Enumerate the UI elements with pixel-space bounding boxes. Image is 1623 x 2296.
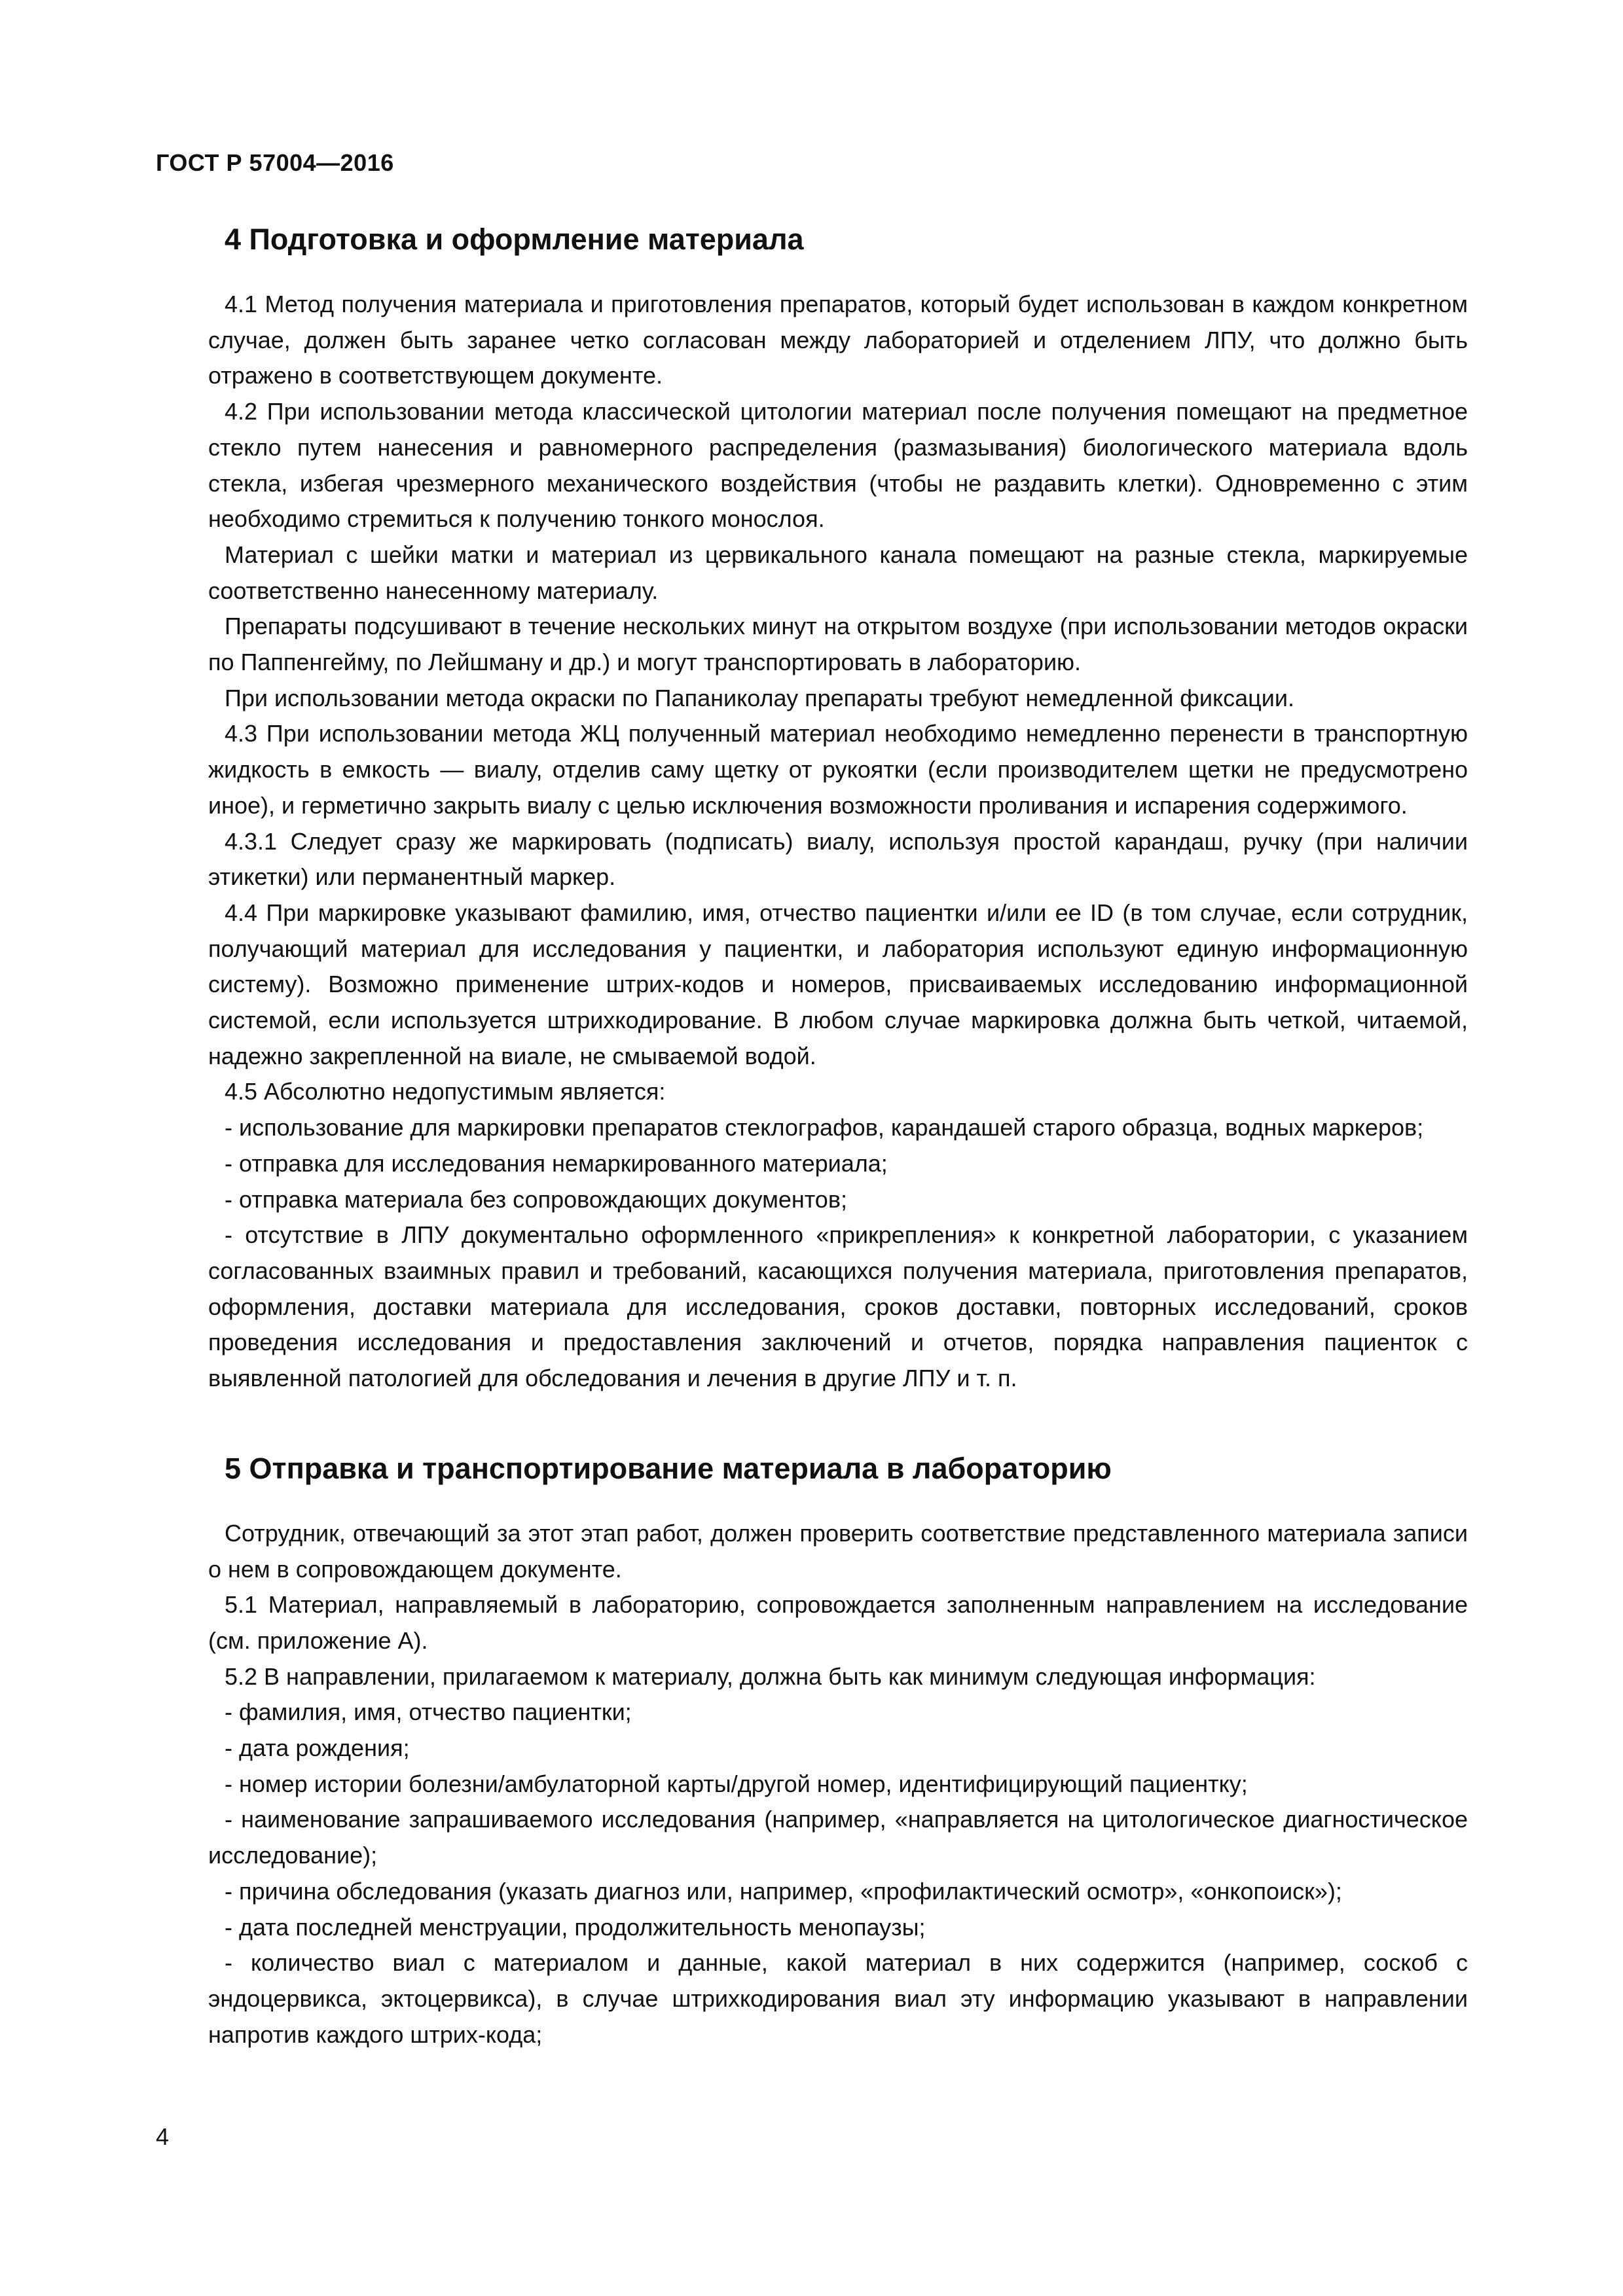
list-item: - отправка материала без сопровождающих документов; <box>225 1185 847 1213</box>
page-number: 4 <box>156 2123 170 2150</box>
list-item: - отправка для исследования немаркированного материала; <box>225 1149 888 1177</box>
paragraph-5-2: 5.2 В направлении, прилагаемом к материалу, должна быть как минимум следующая информация: <box>225 1662 1316 1690</box>
paragraph-5-1: 5.1 Материал, направляемый в лабораторию, сопровождается заполненным направлением на исследование (см. приложение А). <box>208 1591 1468 1654</box>
paragraph-4-3-1: 4.3.1 Следует сразу же маркировать (подписать) виалу, используя простой карандаш, ручку (при наличии этикетки) или перманентный маркер. <box>208 827 1468 891</box>
section-5-title: 5 Отправка и транспортирование материала в лабораторию <box>225 1451 1112 1485</box>
paragraph-4-5: 4.5 Абсолютно недопустимым является: <box>225 1078 666 1105</box>
section-4-body <box>208 287 1468 1397</box>
section-4-title: 4 Подготовка и оформление материала <box>225 223 804 256</box>
list-item: - номер истории болезни/амбулаторной карты/другой номер, идентифицирующий пациентку; <box>225 1770 1248 1797</box>
list-item: - дата рождения; <box>225 1734 410 1762</box>
paragraph-4-4: 4.4 При маркировке указывают фамилию, имя, отчество пациентки и/или ее ID (в том случае, если сотрудник, получающий материал для исследования у пациентки, и лаборатория используют единую информационную систему). Возможно применение штрих-кодов и номеров, присваиваемых исследованию информационной системой, если используется штрихкодирование. В любом случае маркировка должна быть четкой, читаемой, надежно закрепленной на виале, не смываемой водой. <box>208 899 1468 1069</box>
document-header: ГОСТ Р 57004—2016 <box>156 149 394 176</box>
list-item: - фамилия, имя, отчество пациентки; <box>225 1698 632 1726</box>
paragraph-4-2-drying: Препараты подсушивают в течение нескольких минут на открытом воздухе (при использовании методов окраски по Паппенгейму, по Лейшману и др.) и могут транспортировать в лабораторию. <box>208 613 1468 676</box>
paragraph-4-1: 4.1 Метод получения материала и приготовления препаратов, который будет использован в каждом конкретном случае, должен быть заранее четко согласован между лабораторией и отделением ЛПУ, что должно быть отражено в соответствующем документе. <box>208 291 1468 389</box>
paragraph-5-intro: Сотрудник, отвечающий за этот этап работ, должен проверить соответствие представленного материала записи о нем в сопровождающем документе. <box>208 1519 1468 1583</box>
paragraph-4-2: 4.2 При использовании метода классической цитологии материал после получения помещают на предметное стекло путем нанесения и равномерного распределения (размазывания) биологического материала вдоль стекла, избегая чрезмерного механического воздействия (чтобы не раздавить клетки). Одновременно с этим необходимо стремиться к получению тонкого монослоя. <box>208 398 1468 533</box>
list-item: - количество виал с материалом и данные, какой материал в них содержится (например, соскоб с эндоцервикса, эктоцервикса), в случае штрихкодирования виал эту информацию указывают в направлении напротив каждого штрих-кода; <box>208 1949 1468 2048</box>
paragraph-4-2-papanicolaou: При использовании метода окраски по Папаниколау препараты требуют немедленной фиксации. <box>225 684 1294 711</box>
paragraph-4-2-slides: Материал с шейки матки и материал из цервикального канала помещают на разные стекла, маркируемые соответственно нанесенному материалу. <box>208 541 1468 604</box>
list-item: - дата последней менструации, продолжительность менопаузы; <box>225 1913 926 1941</box>
list-item: - наименование запрашиваемого исследования (например, «направляется на цитологическое диагностическое исследование); <box>208 1806 1468 1869</box>
document-body <box>208 220 1468 2053</box>
list-item: - отсутствие в ЛПУ документально оформленного «прикрепления» к конкретной лаборатории, с указанием согласованных взаимных правил и требований, касающихся получения материала, приготовления препаратов, оформления, доставки материала для исследования, сроков доставки, повторных исследований, сроков проведения исследования и предоставления заключений и отчетов, порядка направления пациенток с выявленной патологией для обследования и лечения в другие ЛПУ и т. п. <box>208 1221 1468 1392</box>
list-item: - использование для маркировки препаратов стеклографов, карандашей старого образца, водных маркеров; <box>225 1114 1424 1141</box>
list-item: - причина обследования (указать диагноз или, например, «профилактический осмотр», «онкопоиск»); <box>225 1877 1342 1905</box>
paragraph-4-3: 4.3 При использовании метода ЖЦ полученный материал необходимо немедленно перенести в транспортную жидкость в емкость — виалу, отделив саму щетку от рукоятки (если производителем щетки не предусмотрено иное), и герметично закрыть виалу с целью исключения возможности проливания и испарения содержимого. <box>208 720 1468 819</box>
section-5-body <box>208 1516 1468 2053</box>
